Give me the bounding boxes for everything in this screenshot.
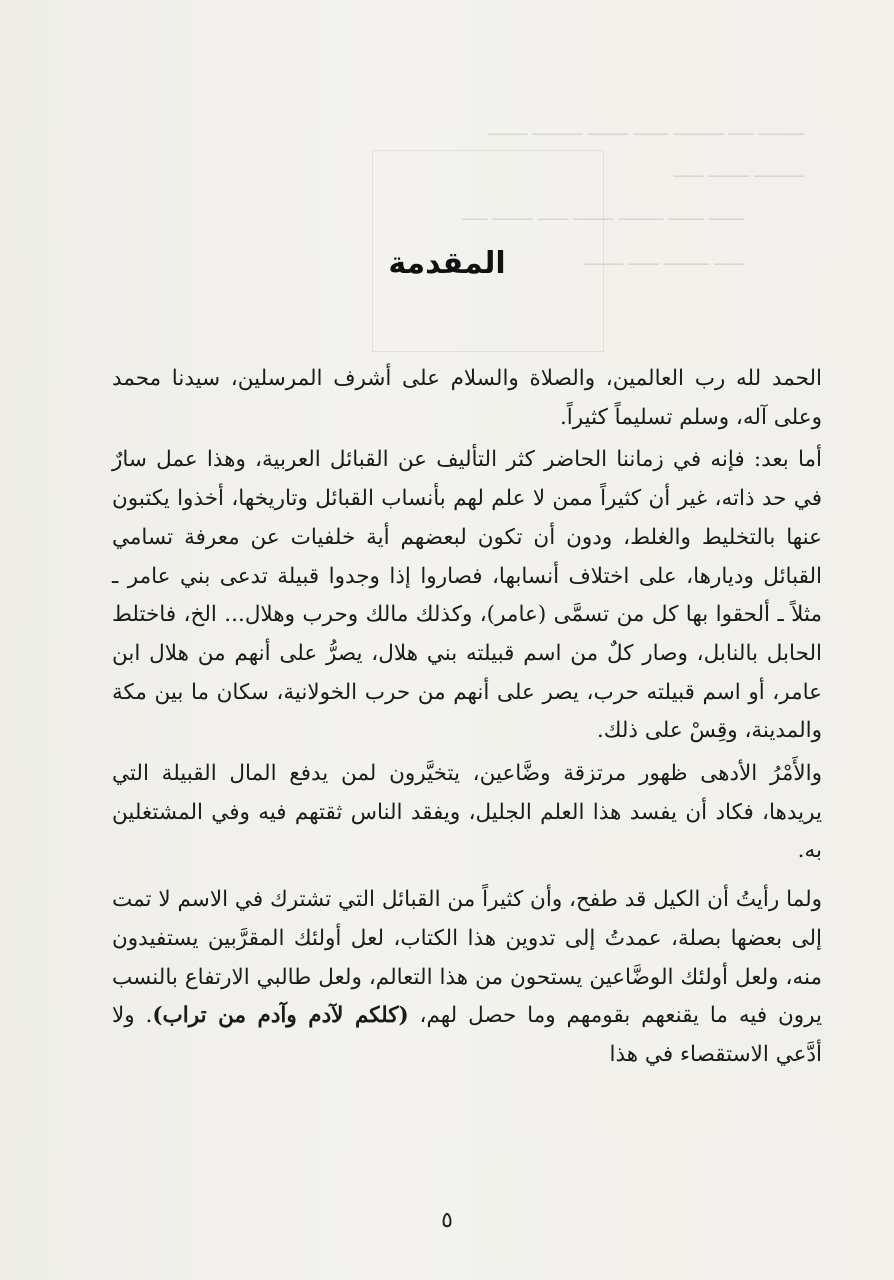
quoted-saying: (كلكم لآدم وآدم من تراب) [152,1003,409,1029]
page-title: المقدمة [388,246,506,281]
page-number: ٥ [441,1208,453,1233]
bleed-through-line: ـــــــــ ـــــ ــــــــــ ـــــــ ــــــــ ــــــــــ ــــــــ [487,120,804,140]
bleed-through-line: ــــــ ـــــــــ ــــــ ــــــــ [583,250,744,270]
paragraph-amma-baad: أما بعد: فإنه في زماننا الحاضر كثر التأليف عن القبائل العربية، وهذا عمل سارٌ في حد ذاته، غير أن كثيراً ممن لا علم لهم بأنساب القبائل وتاريخها، أخذوا يكتبون عنها بالتخليط والغلط، ودون أن تكون لبعضهم أية خلفيات عن معرفة تسامي القبائل وديارها، على اختلاف أنسابها، فصاروا إذا وجدوا قبيلة تدعى بني عامر ـ مثلاً ـ ألحقوا بها كل من تسمَّى (عامر)، وكذلك مالك وحرب وهلال... الخ، فاختلط الحابل بالنابل، وصار كلٌ من اسم قبيلته بني هلال، يصرُّ على أنهم من هلال ابن عامر، أو اسم قبيلته حرب، يصر على أنهم من حرب الخولانية، سكان ما بين مكة والمدينة، وقِسْ على ذلك. [112,447,822,744]
bleed-through-line: ــــــــــ ــــــــ ــــــ [673,162,804,182]
paragraph-al-amr: والأَمْرُ الأدهى ظهور مرتزقة وضَّاعين، يتخيَّرون لمن يدفع المال القبيلة التي يريدها، فكاد أن يفسد هذا العلم الجليل، ويفقد الناس ثقتهم فيه وفي المشتغلين به. [112,761,823,864]
paragraph-intro: الحمد لله رب العالمين، والصلاة والسلام على أشرف المرسلين، سيدنا محمد وعلى آله، وسلم تسليماً كثيراً. [112,366,822,430]
paragraph-lamma-raaytu [112,881,822,1075]
paragraph-text-end: . ولا أدَّعي الاستقصاء في هذا [112,1003,822,1067]
paragraph-text-start: ولما رأيتُ أن الكيل قد طفح، وأن كثيراً من القبائل التي تشترك في الاسم لا تمت إلى بعضها بصلة، عمدتُ إلى تدوين هذا الكتاب، لعل أولئك المقرَّبين يستفيدون منه، ولعل أولئك الوضَّاعين يستحون من هذا التعالم، ولعل طالبي الارتفاع بالنسب يرون فيه ما يقنعهم بقومهم وما حصل لهم، [112,887,822,1029]
bleed-through-line: ـــــــ ـــــــ ـــــــــ ــــــــ ــــــ ــــــــ ـــــ [462,205,744,225]
body-text [112,360,822,1079]
